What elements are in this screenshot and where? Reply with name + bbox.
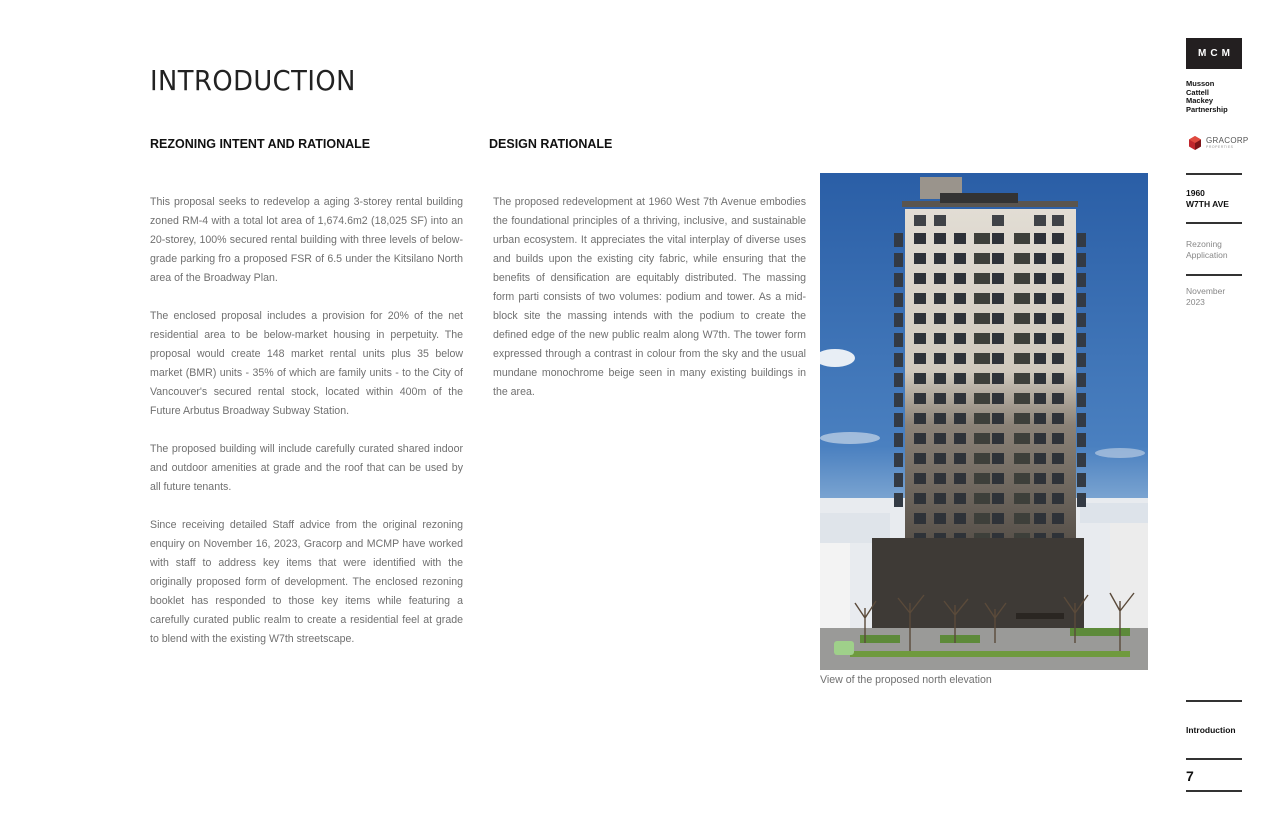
- design-rationale-body: [493, 193, 806, 421]
- firm-name: [1186, 80, 1256, 114]
- paragraph: The proposed building will include carefully curated shared indoor and outdoor amenities at grade and the roof that can be used by all future tenants.: [150, 443, 463, 493]
- document-type: [1186, 239, 1256, 261]
- paragraph: Since receiving detailed Staff advice from the original rezoning enquiry on November 16, 2023, Gracorp and MCMP have worked with staff to address key items that were identified with the originally proposed form of development. The enclosed rezoning booklet has responded to those key items while featuring a carefully curated public realm to create a residential feel at grade to blend with the existing W7th streetscape.: [150, 519, 463, 645]
- section-label: Introduction: [1186, 725, 1236, 735]
- divider: [1186, 173, 1242, 175]
- building-rendering: [820, 173, 1148, 670]
- firm-name-line: Cattell: [1186, 87, 1209, 97]
- divider: [1186, 700, 1242, 702]
- gracorp-hexagon-icon: [1188, 136, 1202, 150]
- page-title: INTRODUCTION: [150, 64, 356, 97]
- project-address-line: 1960: [1186, 188, 1205, 198]
- figure-caption: View of the proposed north elevation: [820, 674, 992, 686]
- gracorp-sub: PROPERTIES: [1206, 144, 1234, 149]
- page-number: 7: [1186, 768, 1194, 784]
- date-line: November: [1186, 286, 1226, 296]
- firm-name-line: Partnership: [1186, 104, 1228, 114]
- divider: [1186, 274, 1242, 276]
- divider: [1186, 758, 1242, 760]
- gracorp-name: GRACORP: [1206, 135, 1249, 145]
- left-section-heading: REZONING INTENT AND RATIONALE: [150, 137, 371, 151]
- gracorp-logo: [1188, 136, 1249, 150]
- paragraph: This proposal seeks to redevelop a aging 3-storey rental building zoned RM-4 with a total lot area of 1,674.6m2 (18,025 SF) into an 20-storey, 100% secured rental building with three levels of below-grade parking fro a proposed FSR of 6.5 under the Kitsilano North area of the Broadway Plan.: [150, 196, 463, 284]
- right-section-heading: DESIGN RATIONALE: [489, 137, 613, 151]
- paragraph: The proposed redevelopment at 1960 West 7th Avenue embodies the foundational principles of a thriving, inclusive, and sustainable urban ecosystem. It appreciates the vital interplay of diverse uses and builds upon the existing city fabric, while ensuring that the benefits of densification are equitably distributed. The massing form parti consists of two volumes: podium and tower. As a mid-block site the massing intends with the podium to create the defined edge of the new public realm along W7th. The tower form expressed through a contrast in colour from the sky and the usual mundane monochrome beige seen in many existing buildings in the area.: [493, 196, 806, 398]
- document-type-line: Application: [1186, 250, 1228, 260]
- firm-name-line: Musson: [1186, 79, 1215, 88]
- paragraph: The enclosed proposal includes a provision for 20% of the net residential area to be below-market housing in perpetuity. The proposal would create 148 market rental units plus 35 below market (BMR) units - 35% of which are family units - to the City of Vancouver's secured rental stock, located within 400m of the Future Arbutus Broadway Subway Station.: [150, 310, 463, 417]
- firm-name-line: Mackey: [1186, 96, 1214, 105]
- document-type-line: Rezoning: [1186, 239, 1222, 249]
- divider: [1186, 222, 1242, 224]
- divider: [1186, 790, 1242, 792]
- date-line: 2023: [1186, 297, 1205, 307]
- document-date: [1186, 286, 1256, 308]
- project-address-line: W7TH AVE: [1186, 199, 1229, 209]
- rezoning-intent-body: [150, 193, 463, 668]
- mcm-logo: MCM: [1186, 38, 1242, 69]
- project-address: [1186, 188, 1256, 210]
